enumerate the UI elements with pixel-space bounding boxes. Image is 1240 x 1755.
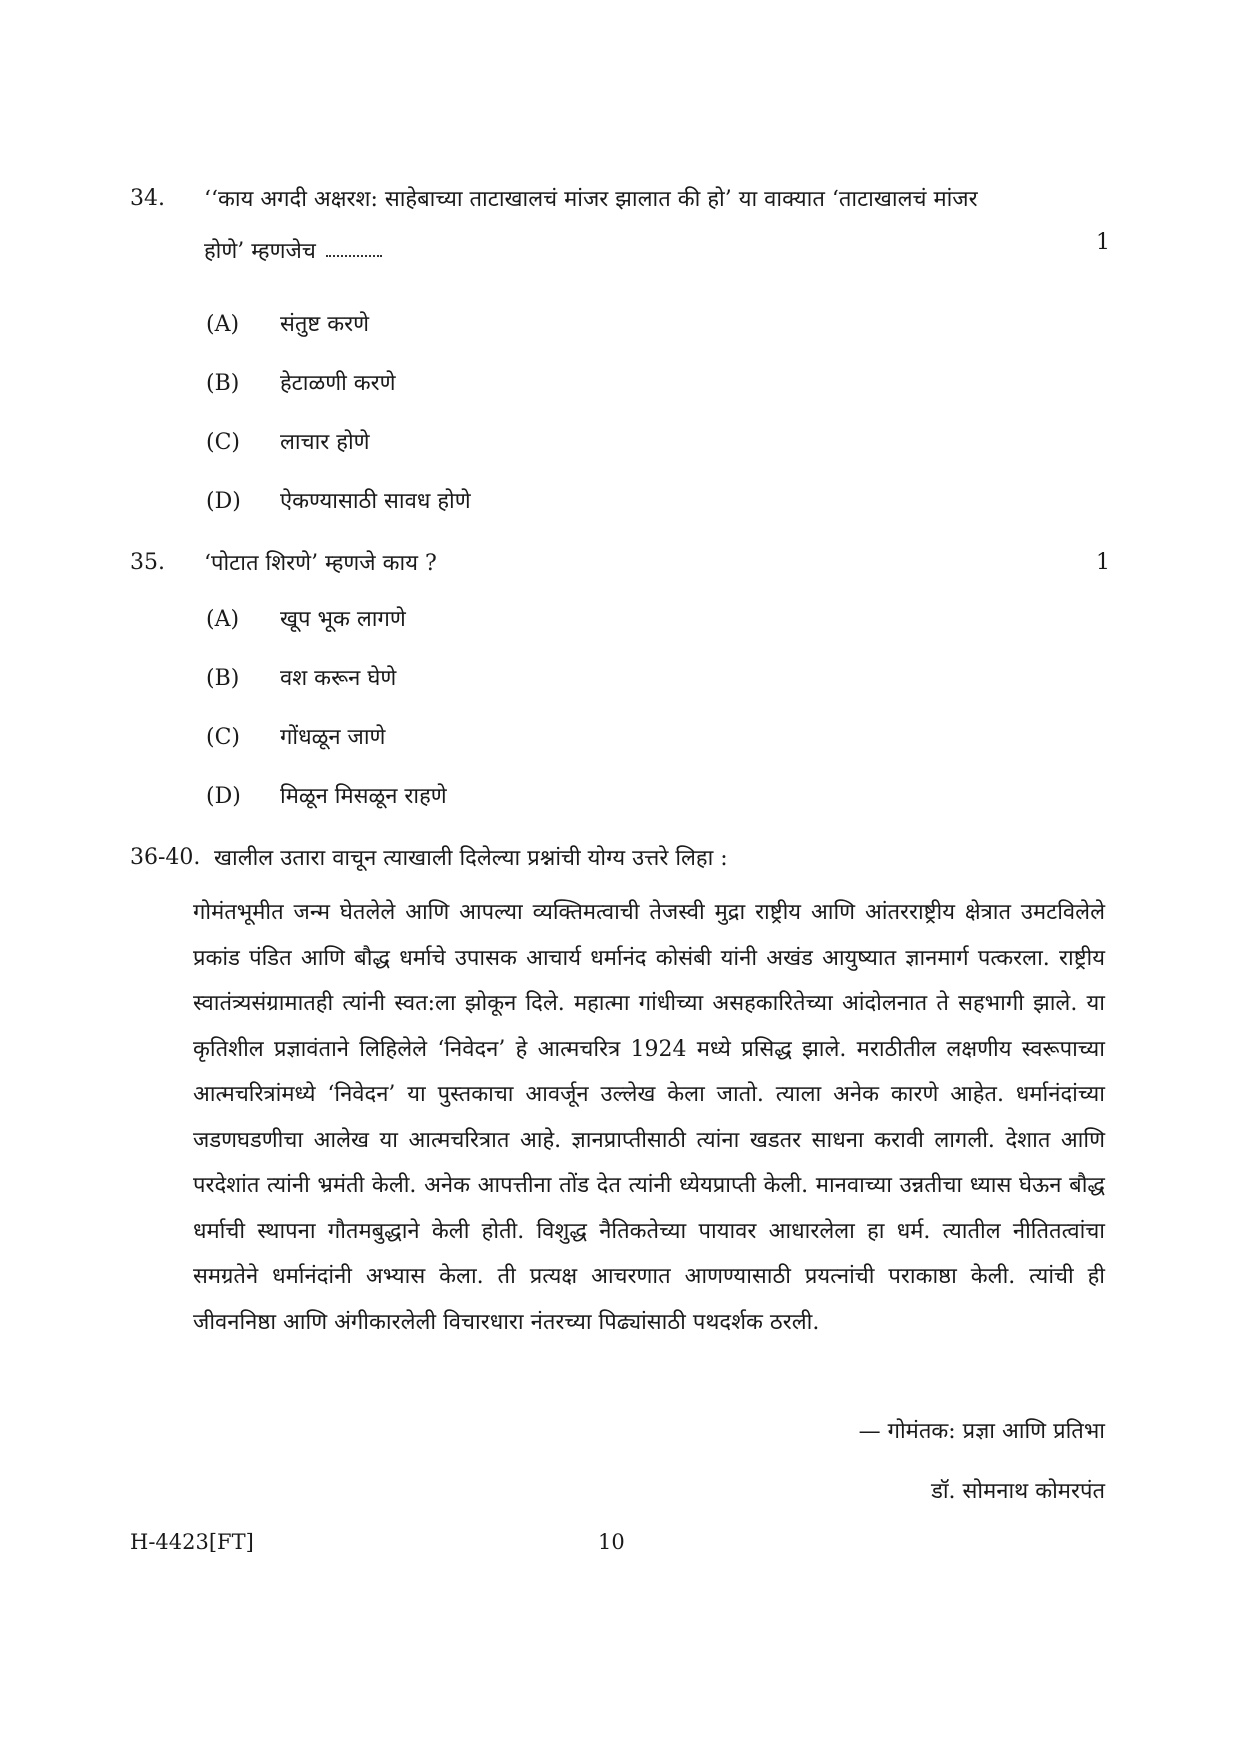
option-d <box>206 482 471 522</box>
option-c <box>206 423 370 463</box>
option-label: (C) <box>206 430 240 455</box>
option-label: (D) <box>206 489 241 514</box>
question-instruction: खालील उतारा वाचून त्याखाली दिलेल्या प्रश्नांची योग्य उत्तरे लिहा : <box>214 846 728 871</box>
option-text: ऐकण्यासाठी सावध होणे <box>280 489 471 514</box>
option-label: (C) <box>206 725 240 750</box>
question-text: ‘पोटात शिरणे’ म्हणजे काय ? <box>204 551 437 576</box>
question-number: 36-40. <box>130 845 201 870</box>
option-label: (B) <box>206 666 240 691</box>
passage-author: डॉ. सोमनाथ कोमरपंत <box>931 1479 1105 1504</box>
question-text-line-2-text: होणे’ म्हणजेच <box>204 239 316 264</box>
option-text: खूप भूक लागणे <box>280 607 406 632</box>
option-text: हेटाळणी करणे <box>280 371 396 396</box>
option-label: (D) <box>206 784 241 809</box>
option-label: (A) <box>206 312 240 337</box>
blank-dots <box>326 247 382 257</box>
option-d <box>206 777 447 817</box>
option-label: (B) <box>206 371 240 396</box>
option-a <box>206 305 369 345</box>
option-text: मिळून मिसळून राहणे <box>280 784 447 809</box>
passage: गोमंतभूमीत जन्म घेतलेले आणि आपल्या व्यक्तिमत्वाची तेजस्वी मुद्रा राष्ट्रीय आणि आंतरराष्ट्रीय क्षेत्रात उमटविलेले प्रकांड पंडित आणि बौद्ध धर्माचे उपासक आचार्य धर्मानंद कोसंबी यांनी अखंड आयुष्यात ज्ञानमार्ग पत्करला. राष्ट्रीय स्वातंत्र्यसंग्रामातही त्यांनी स्वत:ला झोकून दिले. महात्मा गांधीच्या असहकारितेच्या आंदोलनात ते सहभागी झाले. या कृतिशील प्रज्ञावंताने लिहिलेले ‘निवेदन’ हे आत्मचरित्र 1924 मध्ये प्रसिद्ध झाले. मराठीतील लक्षणीय स्वरूपाच्या आत्मचरित्रांमध्ये ‘निवेदन’ या पुस्तकाचा आवर्जून उल्लेख केला जातो. त्याला अनेक कारणे आहेत. धर्मानंदांच्या जडणघडणीचा आलेख या आत्मचरित्रात आहे. ज्ञानप्राप्तीसाठी त्यांना खडतर साधना करावी लागली. देशात आणि परदेशांत त्यांनी भ्रमंती केली. अनेक आपत्तीना तोंड देत त्यांनी ध्येयप्राप्ती केली. मानवाच्या उन्नतीचा ध्यास घेऊन बौद्ध धर्माची स्थापना गौतमबुद्धाने केली होती. विशुद्ध नैतिकतेच्या पायावर आधारलेला हा धर्म. त्यातील नीतितत्वांचा समग्रतेने धर्मानंदांनी अभ्यास केला. ती प्रत्यक्ष आचरणात आणण्यासाठी प्रयत्नांची पराकाष्ठा केली. त्यांची ही जीवननिष्ठा आणि अंगीकारलेली विचारधारा नंतरच्या पिढ्यांसाठी पथदर्शक ठरली. <box>193 900 1105 1335</box>
question-number: 34. <box>130 186 165 211</box>
option-text: लाचार होणे <box>280 430 370 455</box>
option-text: संतुष्ट करणे <box>280 312 370 337</box>
option-text: गोंधळून जाणे <box>280 725 386 750</box>
paper-code: H-4423[FT] <box>130 1530 254 1554</box>
option-b <box>206 659 396 699</box>
marks: 1 <box>1096 230 1110 255</box>
option-c <box>206 718 385 758</box>
marks: 1 <box>1096 550 1110 575</box>
page-number: 10 <box>598 1530 625 1554</box>
question-text-line-1: ‘‘काय अगदी अक्षरश: साहेबाच्या ताटाखालचं मांजर झालात की हो’ या वाक्यात ‘ताटाखालचं मांजर <box>204 187 978 212</box>
option-label: (A) <box>206 607 240 632</box>
passage-source: — गोमंतक: प्रज्ञा आणि प्रतिभा <box>858 1419 1105 1444</box>
option-text: वश करून घेणे <box>280 666 397 691</box>
question-number: 35. <box>130 550 165 575</box>
option-a <box>206 600 406 640</box>
question-text-line-2 <box>204 226 1110 278</box>
question-text <box>204 174 1110 278</box>
option-b <box>206 364 396 404</box>
